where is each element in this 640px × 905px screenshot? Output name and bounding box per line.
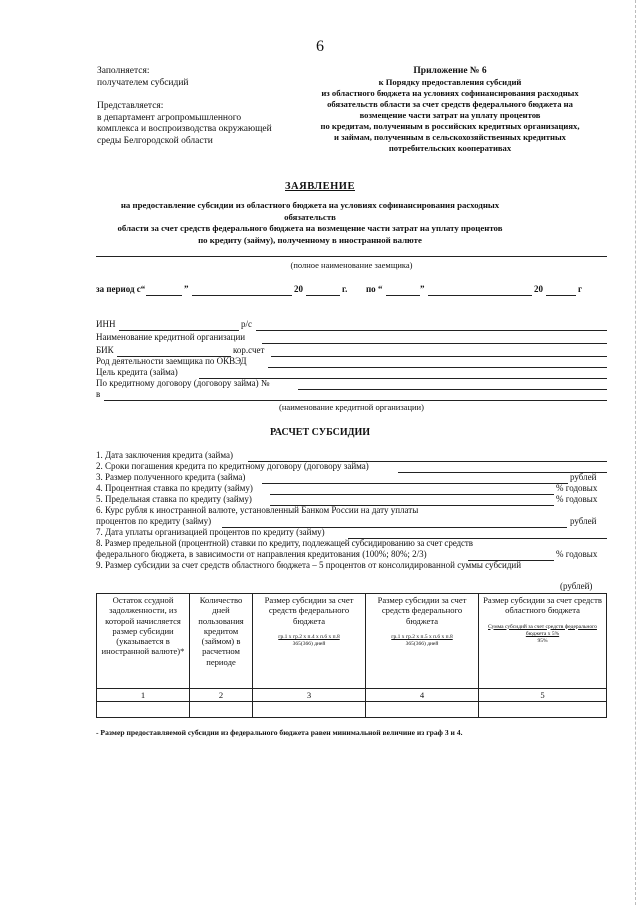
appendix-line: из областного бюджета на условиях софинансирования расходных: [321, 88, 579, 98]
period-year-prefix: 20: [294, 284, 303, 294]
submit-label: Представляется:: [97, 101, 164, 111]
item-8-label: 8. Размер предельной (процентной) ставки по кредиту, подлежащей субсидированию за счет средств: [96, 538, 473, 548]
subtitle-line: области за счет средств федерального бюджета на возмещение части затрат на уплату процентов: [117, 223, 503, 233]
cell-debt-balance[interactable]: [97, 702, 190, 718]
item-8-label-cont: федерального бюджета, в зависимости от направления кредитования (100%; 80%; 2/3): [96, 549, 427, 559]
formula-col3: гр.1 х гр.2 х п.4 х п.6 х п.8 365(366) дней: [278, 633, 340, 647]
appendix-line: по кредитам, полученным в российских кредитных организациях,: [320, 121, 580, 131]
borrower-name-field[interactable]: [96, 256, 607, 257]
item-2-label: 2. Сроки погашения кредита по кредитному договору (договору займа): [96, 461, 369, 471]
item-3-unit: рублей: [570, 472, 597, 482]
appendix-line: потребительских кооперативах: [388, 143, 512, 153]
period-to-day-field[interactable]: [386, 295, 420, 296]
cell-days[interactable]: [190, 702, 253, 718]
korschet-label: кор.счет: [233, 345, 265, 355]
col-number: 4: [366, 689, 479, 702]
scan-edge-line: [635, 0, 636, 905]
item-8-unit: % годовых: [556, 549, 598, 559]
cell-federal-subsidy-1[interactable]: [253, 702, 366, 718]
formula-col5: Сумма субсидий за счет средств федерального бюджета х 5% 95%: [488, 623, 597, 644]
period-quote: ”: [184, 284, 189, 294]
fill-by: получателем субсидий: [97, 77, 189, 88]
table-header-row: [97, 594, 607, 689]
bank-in-label: в: [96, 389, 101, 399]
okved-label: Род деятельности заемщика по ОКВЭД: [96, 356, 247, 366]
bik-label: БИК: [96, 345, 114, 355]
period-from-year-field[interactable]: [306, 295, 340, 296]
header-regional-subsidy: Размер субсидии за счет средств областного бюджета Сумма субсидий за счет средств федерального бюджета х 5% 95%: [479, 594, 607, 689]
col-number: 2: [190, 689, 253, 702]
item-4-field[interactable]: [270, 494, 554, 495]
period-quote: ”: [420, 284, 425, 294]
rs-field[interactable]: [256, 330, 607, 331]
period-from-month-field[interactable]: [192, 295, 292, 296]
header-debt-balance: Остаток ссудной задолженности, из которой начисляется размер субсидии (указывается в иностранной валюте)*: [97, 594, 190, 689]
table-data-row[interactable]: [97, 702, 607, 718]
inn-label: ИНН: [96, 319, 116, 329]
korschet-field[interactable]: [271, 356, 607, 357]
document-subtitle: [100, 200, 520, 246]
borrower-caption: (полное наименование заемщика): [290, 260, 413, 270]
table-unit: (рублей): [560, 581, 593, 591]
table-number-row: [97, 689, 607, 702]
appendix-header: [290, 66, 610, 154]
bank-name-field[interactable]: [262, 343, 607, 344]
period-from-day-field[interactable]: [146, 295, 182, 296]
item-6-label: 6. Курс рубля к иностранной валюте, установленный Банком России на дату уплаты: [96, 505, 419, 515]
item-9-label: 9. Размер субсидии за счет средств областного бюджета – 5 процентов от консолидированной суммы субсидий: [96, 560, 522, 570]
submit-to-line2: комплекса и воспроизводства окружающей: [97, 124, 272, 134]
submit-to-line3: среды Белгородской области: [97, 135, 213, 146]
subtitle-line: по кредиту (займу), полученному в иностранной валюте: [198, 234, 422, 245]
appendix-line: и займам, полученным в сельскохозяйственных кредитных: [334, 132, 566, 142]
footnote: - Размер предоставляемой субсидии из федерального бюджета равен минимальной величине из граф 3 и 4.: [96, 728, 463, 737]
credit-org-field[interactable]: [104, 400, 607, 401]
period-year-suffix: г.: [342, 284, 348, 294]
okved-field[interactable]: [268, 367, 607, 368]
header-federal-subsidy-2: Размер субсидии за счет средств федерального бюджета гр.1 х гр.2 х п.5 х п.6 х п.8 365(366) дней: [366, 594, 479, 689]
col-number: 3: [253, 689, 366, 702]
period-year-suffix: г: [578, 284, 583, 294]
item-6-label-cont: процентов по кредиту (займу): [96, 516, 212, 526]
item-4-unit: % годовых: [556, 483, 598, 493]
item-7-label: 7. Дата уплаты организацией процентов по кредиту (займу): [96, 527, 325, 537]
agreement-label: По кредитному договору (договору займа) №: [96, 378, 270, 388]
subtitle-line: на предоставление субсидии из областного бюджета на условиях софинансирования расходных обязательств: [120, 200, 500, 222]
appendix-title: Приложение № 6: [413, 66, 487, 76]
purpose-label: Цель кредита (займа): [96, 367, 178, 377]
period-to-label: по “: [366, 284, 383, 294]
cell-regional-subsidy[interactable]: [479, 702, 607, 718]
item-1-label: 1. Дата заключения кредита (займа): [96, 450, 233, 460]
submit-to-line1: в департамент агропромышленного: [97, 112, 242, 123]
period-to-year-field[interactable]: [546, 295, 576, 296]
item-6-unit: рублей: [570, 516, 597, 526]
fill-label: Заполняется:: [97, 66, 150, 76]
period-year-prefix: 20: [534, 284, 543, 294]
col-number: 1: [97, 689, 190, 702]
rs-label: р/с: [241, 319, 252, 329]
agreement-number-field[interactable]: [298, 389, 607, 390]
section-title: РАСЧЕТ СУБСИДИИ: [269, 427, 371, 438]
bank-name-label: Наименование кредитной организации: [96, 332, 246, 342]
col-number: 5: [479, 689, 607, 702]
item-5-label: 5. Предельная ставка по кредиту (займу): [96, 494, 252, 504]
cell-federal-subsidy-2[interactable]: [366, 702, 479, 718]
appendix-line: возмещение части затрат на уплату процентов: [359, 110, 541, 120]
appendix-line: обязательств области за счет средств федерального бюджета на: [327, 99, 573, 109]
inn-field[interactable]: [119, 330, 239, 331]
item-5-unit: % годовых: [556, 494, 598, 504]
subsidy-table: [96, 593, 607, 718]
period-label: за период с“: [96, 284, 146, 294]
item-3-field[interactable]: [262, 483, 568, 484]
header-federal-subsidy-1: Размер субсидии за счет средств федерального бюджета гр.1 х гр.2 х п.4 х п.6 х п.8 365(366) дней: [253, 594, 366, 689]
appendix-line: к Порядку предоставления субсидий: [378, 77, 522, 87]
credit-org-caption: (наименование кредитной организации): [279, 402, 424, 412]
page-number: 6: [316, 38, 324, 55]
period-to-month-field[interactable]: [428, 295, 532, 296]
item-3-label: 3. Размер полученного кредита (займа): [96, 472, 246, 482]
header-days: Количество дней пользования кредитом (займом) в расчетном периоде: [190, 594, 253, 689]
document-title: ЗАЯВЛЕНИЕ: [285, 181, 355, 192]
filling-instructions: [97, 66, 272, 147]
formula-col4: гр.1 х гр.2 х п.5 х п.6 х п.8 365(366) дней: [391, 633, 453, 647]
item-4-label: 4. Процентная ставка по кредиту (займу): [96, 483, 253, 493]
